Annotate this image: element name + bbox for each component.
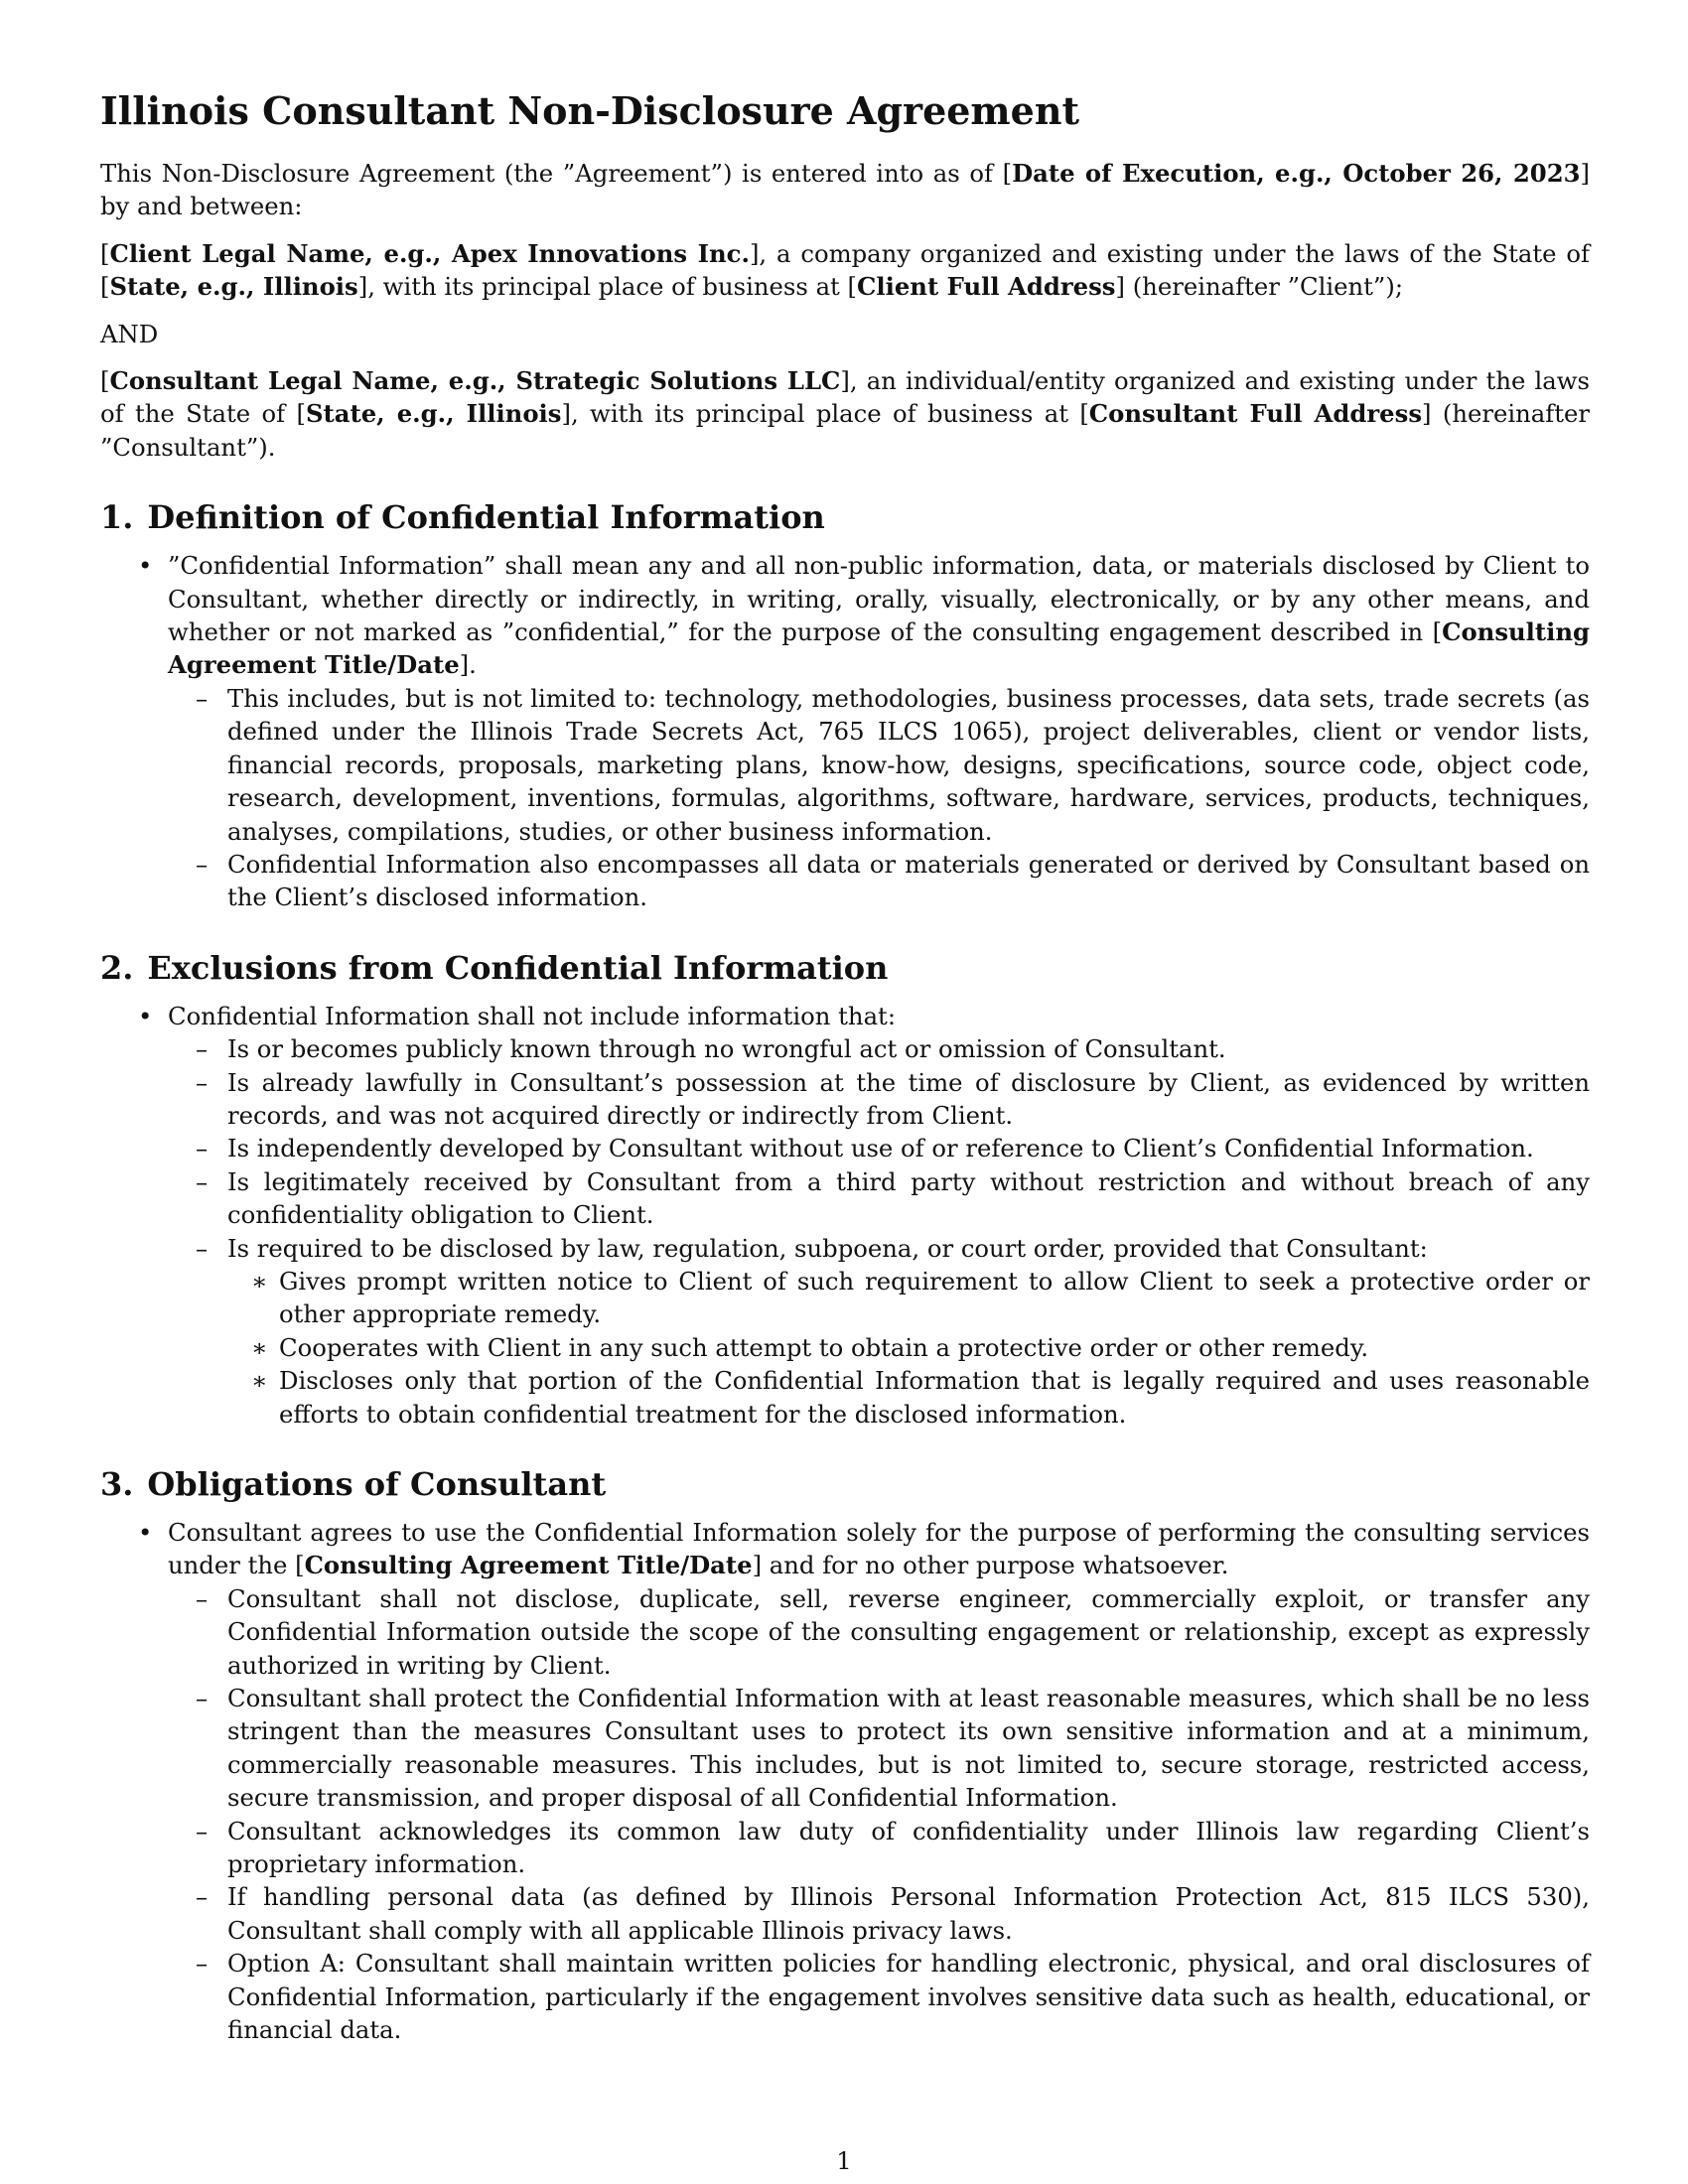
section-3-sublist bbox=[168, 1582, 1590, 2047]
execution-date-placeholder: Date of Execution, e.g., October 26, 2023 bbox=[1012, 159, 1581, 188]
list-item: – This includes, but is not limited to: technology, methodologies, business processes, data sets, trade secrets (as defined under the Illinois Trade Secrets Act, 765 ILCS 1065), project deliverables, client or vendor lists, financial records, proposals, marketing plans, know-how, designs, specifications, source code, object code, research, development, inventions, formulas, algorithms, software, hardware, services, products, techniques, analyses, compilations, studies, or other business information. bbox=[168, 682, 1590, 848]
list-item: – Is legitimately received by Consultant from a third party without restriction and without breach of any confidentiality obligation to Client. bbox=[168, 1165, 1590, 1232]
section-3-heading: 3. Obligations of Consultant bbox=[100, 1465, 607, 1503]
section-1 bbox=[100, 497, 1590, 913]
list-item: – Consultant acknowledges its common law duty of confidentiality under Illinois law regarding Client’s proprietary information. bbox=[168, 1815, 1590, 1881]
list-item: – Consultant shall protect the Confidential Information with at least reasonable measures, which shall be no less stringent than the measures Consultant uses to protect its own sensitive information and at a minimum, commercially reasonable measures. This includes, but is not limited to, secure storage, restricted access, secure transmission, and proper disposal of all Confidential Information. bbox=[168, 1682, 1590, 1815]
consulting-agreement-placeholder: Consulting Agreement Title/Date bbox=[168, 617, 1590, 680]
list-item: ∗ Cooperates with Client in any such attempt to obtain a protective order or other remedy. bbox=[227, 1331, 1590, 1364]
page-number: 1 bbox=[836, 2146, 852, 2175]
client-address-placeholder: Client Full Address bbox=[857, 272, 1116, 302]
document-title: Illinois Consultant Non-Disclosure Agreement bbox=[100, 88, 1079, 133]
client-party-paragraph: [Client Legal Name, e.g., Apex Innovations Inc.], a company organized and existing under the laws of the State of [State, e.g., Illinois], with its principal place of business at [Client Full Address] (hereinafter ”Client”); bbox=[100, 238, 1591, 302]
consultant-state-placeholder: State, e.g., Illinois bbox=[305, 399, 562, 429]
client-state-placeholder: State, e.g., Illinois bbox=[109, 272, 358, 302]
list-item: • Consultant agrees to use the Confidential Information solely for the purpose of performing the consulting services under the [Consulting Agreement Title/Date] and for no other purpose whatsoever. – Consultant shall not disclose, duplicate, sell, reverse engineer, commercially exploit, or transfer any Confidential Information outside the scope of the consulting engagement or relationship, except as expressly authorized in writing by Client. – Consultant shall protect the Confidential Information with at least reasonable measures, which shall be no less stringent than the measures Consultant uses to protect its own sensitive information and at a minimum, commercially reasonable measures. This includes, but is not limited to, secure storage, restricted access, secure transmission, and proper disposal of all Confidential Information. – Consultant acknowledges its common law duty of confidentiality under Illinois law regarding Client’s proprietary information. – If handling personal data (as defined by Illinois Personal Information Protection Act, 815 ILCS 530), Consultant shall comply with all applicable Illinois privacy laws. – Option A: Consultant shall maintain written policies for handling electronic, physical, and oral disclosures of Confidential Information, particularly if the engagement involves sensitive data such as health, educational, or financial data. bbox=[100, 1516, 1590, 2047]
section-1-sublist bbox=[168, 682, 1590, 914]
list-item: – Is already lawfully in Consultant’s possession at the time of disclosure by Client, as evidenced by written records, and was not acquired directly or indirectly from Client. bbox=[168, 1066, 1590, 1133]
consulting-agreement-placeholder: Consulting Agreement Title/Date bbox=[304, 1551, 753, 1580]
section-2 bbox=[100, 948, 1590, 1431]
section-2-subsublist bbox=[227, 1265, 1590, 1431]
and-separator: AND bbox=[100, 319, 159, 348]
intro-paragraph: This Non-Disclosure Agreement (the ”Agreement”) is entered into as of [Date of Execution, e.g., October 26, 2023] by and between: bbox=[100, 159, 1590, 221]
consultant-name-placeholder: Consultant Legal Name, e.g., Strategic Solutions LLC bbox=[109, 366, 841, 396]
section-1-heading: 1. Definition of Confidential Information bbox=[100, 498, 825, 537]
section-2-sublist bbox=[168, 1032, 1590, 1431]
section-2-list bbox=[100, 1000, 1590, 1431]
section-3-list bbox=[100, 1516, 1590, 2047]
list-item: – Confidential Information also encompasses all data or materials generated or derived by Consultant based on the Client’s disclosed information. bbox=[168, 848, 1590, 914]
list-item: ∗ Discloses only that portion of the Confidential Information that is legally required and uses reasonable efforts to obtain confidential treatment for the disclosed information. bbox=[227, 1364, 1590, 1431]
section-1-list bbox=[100, 549, 1590, 913]
document-page bbox=[100, 87, 1590, 2047]
list-item: ∗ Gives prompt written notice to Client of such requirement to allow Client to seek a protective order or other appropriate remedy. bbox=[227, 1265, 1590, 1331]
list-item: • Confidential Information shall not include information that: – Is or becomes publicly known through no wrongful act or omission of Consultant. – Is already lawfully in Consultant’s possession at the time of disclosure by Client, as evidenced by written records, and was not acquired directly or indirectly from Client. – Is independently developed by Consultant without use of or reference to Client’s Confidential Information. – Is legitimately received by Consultant from a third party without restriction and without breach of any confidentiality obligation to Client. – Is required to be disclosed by law, regulation, subpoena, or court order, provided that Consultant: ∗ Gives prompt written notice to Client of such requirement to allow Client to seek a protective order or other appropriate remedy. ∗ Cooperates with Client in any such attempt to obtain a protective order or other remedy. ∗ Discloses only that portion of the Confidential Information that is legally required and uses reasonable efforts to obtain confidential treatment for the disclosed information. bbox=[100, 1000, 1590, 1431]
consultant-party-paragraph: [Consultant Legal Name, e.g., Strategic Solutions LLC], an individual/entity organized and existing under the laws of the State of [State, e.g., Illinois], with its principal place of business at [Consultant Full Address] (hereinafter ”Consultant”). bbox=[100, 366, 1591, 462]
list-item: – Is independently developed by Consultant without use of or reference to Client’s Confidential Information. bbox=[168, 1132, 1590, 1164]
list-item: – Is required to be disclosed by law, regulation, subpoena, or court order, provided that Consultant: ∗ Gives prompt written notice to Client of such requirement to allow Client to seek a protective order or other appropriate remedy. ∗ Cooperates with Client in any such attempt to obtain a protective order or other remedy. ∗ Discloses only that portion of the Confidential Information that is legally required and uses reasonable efforts to obtain confidential treatment for the disclosed information. bbox=[168, 1232, 1590, 1431]
list-item: – Option A: Consultant shall maintain written policies for handling electronic, physical, and oral disclosures of Confidential Information, particularly if the engagement involves sensitive data such as health, educational, or financial data. bbox=[168, 1947, 1590, 2046]
consultant-address-placeholder: Consultant Full Address bbox=[1088, 399, 1423, 429]
section-3 bbox=[100, 1464, 1590, 2047]
section-2-heading: 2. Exclusions from Confidential Information bbox=[100, 948, 889, 987]
list-item: – Consultant shall not disclose, duplicate, sell, reverse engineer, commercially exploit, or transfer any Confidential Information outside the scope of the consulting engagement or relationship, except as expressly authorized in writing by Client. bbox=[168, 1582, 1590, 1682]
list-item: • ”Confidential Information” shall mean any and all non-public information, data, or materials disclosed by Client to Consultant, whether directly or indirectly, in writing, orally, visually, electronically, or by any other means, and whether or not marked as ”confidential,” for the purpose of the consulting engagement described in [Consulting Agreement Title/Date]. – This includes, but is not limited to: technology, methodologies, business processes, data sets, trade secrets (as defined under the Illinois Trade Secrets Act, 765 ILCS 1065), project deliverables, client or vendor lists, financial records, proposals, marketing plans, know-how, designs, specifications, source code, object code, research, development, inventions, formulas, algorithms, software, hardware, services, products, techniques, analyses, compilations, studies, or other business information. – Confidential Information also encompasses all data or materials generated or derived by Consultant based on the Client’s disclosed information. bbox=[100, 549, 1590, 913]
client-name-placeholder: Client Legal Name, e.g., Apex Innovations Inc. bbox=[109, 238, 750, 268]
list-item: – Is or becomes publicly known through no wrongful act or omission of Consultant. bbox=[168, 1032, 1590, 1065]
list-item: – If handling personal data (as defined by Illinois Personal Information Protection Act, 815 ILCS 530), Consultant shall comply with all applicable Illinois privacy laws. bbox=[168, 1880, 1590, 1947]
